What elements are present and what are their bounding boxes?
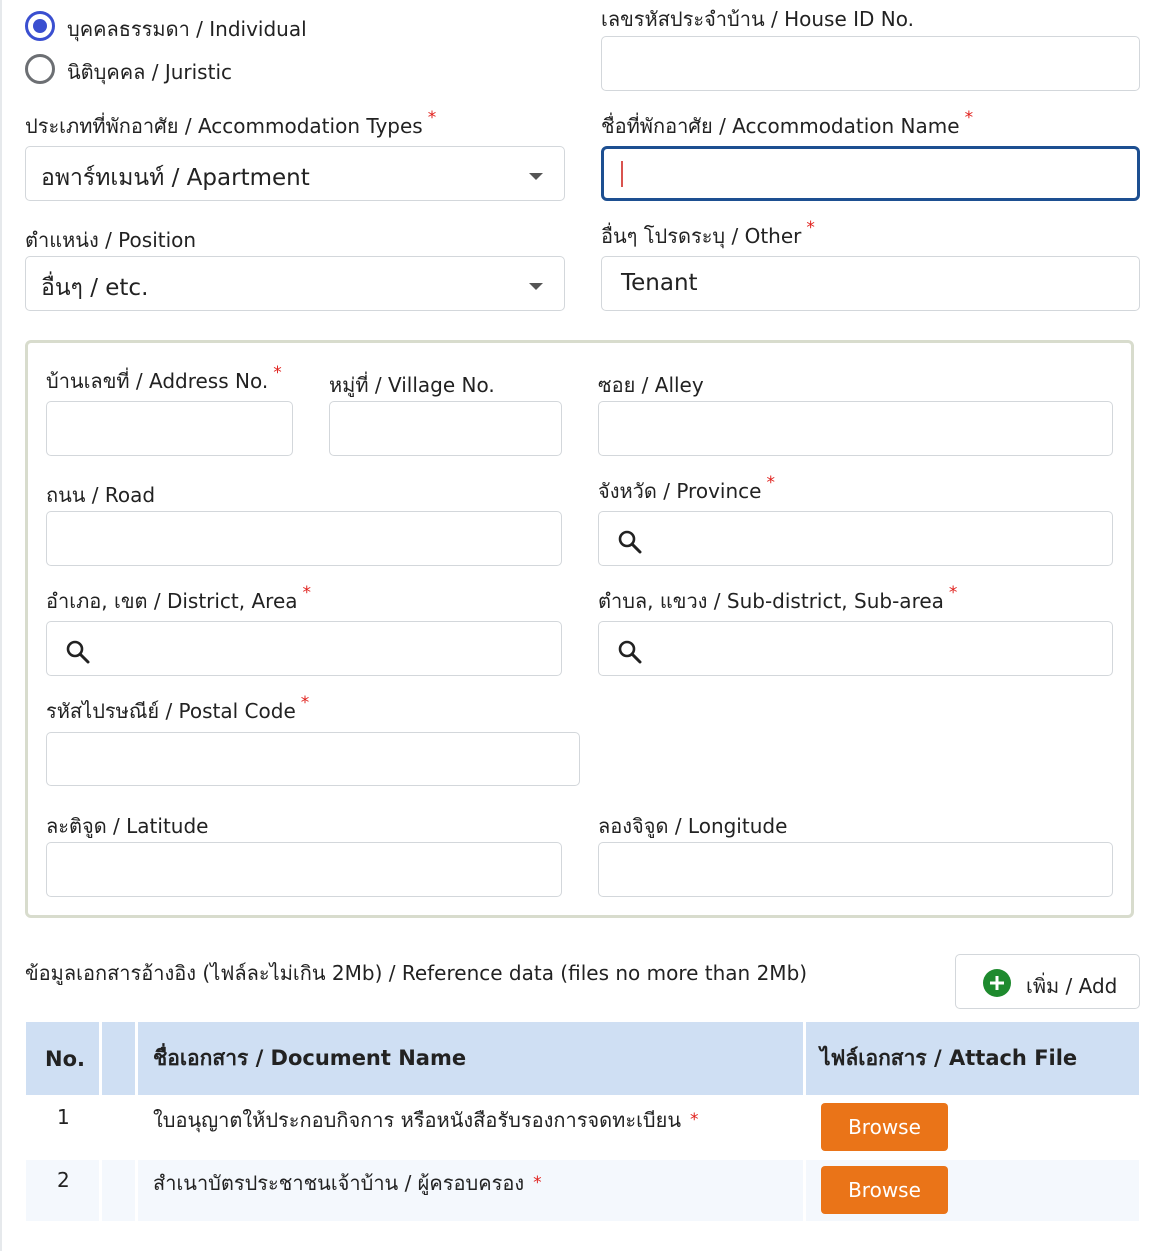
province-search-input[interactable] <box>598 511 1113 566</box>
radio-individual-label: บุคคลธรรมดา / Individual <box>67 17 307 41</box>
search-icon <box>617 639 643 665</box>
address-no-input[interactable] <box>46 401 293 456</box>
province-label: จังหวัด / Province <box>598 479 762 503</box>
document-name-text: สำเนาบัตรประชาชนเจ้าบ้าน / ผู้ครอบครอง <box>153 1171 525 1195</box>
radio-juristic[interactable] <box>24 53 324 85</box>
browse-button-label: Browse <box>848 1115 921 1139</box>
subdistrict-label-wrap <box>598 585 957 617</box>
house-id-input[interactable] <box>601 36 1140 91</box>
search-icon <box>617 529 643 555</box>
postal-code-label: รหัสไปรษณีย์ / Postal Code <box>46 699 296 723</box>
column-header-attach-file <box>806 1022 1139 1095</box>
add-document-button[interactable] <box>955 954 1140 1009</box>
column-header-no <box>26 1022 99 1095</box>
accommodation-name-label: ชื่อที่พักอาศัย / Accommodation Name <box>601 114 960 138</box>
page-left-border <box>0 0 2 1251</box>
table-row <box>26 1097 1139 1157</box>
plus-circle-icon <box>982 968 1012 998</box>
document-name-text: ใบอนุญาตให้ประกอบกิจการ หรือหนังสือรับรองการจดทะเบียน <box>153 1108 681 1132</box>
document-name <box>153 1104 699 1136</box>
house-id-label: เลขรหัสประจำบ้าน / House ID No. <box>601 7 914 31</box>
required-mark: * <box>533 1173 542 1193</box>
village-no-input[interactable] <box>329 401 562 456</box>
subdistrict-search-input[interactable] <box>598 621 1113 676</box>
reference-title: ข้อมูลเอกสารอ้างอิง (ไฟล์ละไม่เกิน 2Mb) / Reference data (files no more than 2Mb) <box>25 961 808 985</box>
address-no-label: บ้านเลขที่ / Address No. <box>46 369 269 393</box>
required-mark: * <box>806 218 815 238</box>
district-search-input[interactable] <box>46 621 562 676</box>
road-label: ถนน / Road <box>46 483 156 507</box>
browse-button[interactable] <box>821 1166 948 1214</box>
table-row <box>26 1160 1139 1221</box>
column-header-attach-file-text: ไฟล์เอกสาร / Attach File <box>820 1046 1078 1070</box>
required-mark: * <box>690 1110 699 1130</box>
required-mark: * <box>948 583 958 603</box>
required-mark: * <box>964 108 974 128</box>
other-label: อื่นๆ โปรดระบุ / Other <box>601 224 802 248</box>
radio-individual-circle[interactable] <box>25 11 55 41</box>
column-header-no-text: No. <box>45 1046 85 1071</box>
accommodation-type-select[interactable] <box>25 146 565 201</box>
district-label: อำเภอ, เขต / District, Area <box>46 589 298 613</box>
required-mark: * <box>427 108 437 128</box>
postal-code-input[interactable] <box>46 732 580 786</box>
accommodation-name-label-wrap <box>601 110 973 142</box>
column-header-document-name <box>138 1022 803 1095</box>
other-value: Tenant <box>621 270 698 296</box>
accommodation-type-value: อพาร์ทเมนท์ / Apartment <box>41 165 310 191</box>
required-mark: * <box>302 583 312 603</box>
search-icon <box>65 639 91 665</box>
road-input[interactable] <box>46 511 562 566</box>
accommodation-type-label: ประเภทที่พักอาศัย / Accommodation Types <box>25 114 423 138</box>
row-number: 1 <box>57 1105 70 1129</box>
subdistrict-label: ตำบล, แขวง / Sub-district, Sub-area <box>598 589 944 613</box>
required-mark: * <box>766 473 775 493</box>
text-cursor <box>621 161 623 187</box>
position-label: ตำแหน่ง / Position <box>25 228 197 252</box>
radio-individual[interactable] <box>24 10 324 42</box>
province-label-wrap <box>598 475 775 507</box>
document-name <box>153 1167 542 1199</box>
alley-input[interactable] <box>598 401 1113 456</box>
latitude-label: ละติจูด / Latitude <box>46 814 209 838</box>
village-no-label: หมู่ที่ / Village No. <box>329 373 495 397</box>
radio-juristic-circle[interactable] <box>25 54 55 84</box>
accommodation-type-label-wrap <box>25 110 436 142</box>
column-header-blank <box>102 1022 135 1095</box>
longitude-label: ลองจิจูด / Longitude <box>598 814 788 838</box>
other-label-wrap <box>601 220 815 252</box>
longitude-input[interactable] <box>598 842 1113 897</box>
address-no-label-wrap <box>46 365 282 397</box>
district-label-wrap <box>46 585 311 617</box>
latitude-input[interactable] <box>46 842 562 897</box>
chevron-down-icon <box>529 283 543 290</box>
postal-code-label-wrap <box>46 695 309 727</box>
alley-label: ซอย / Alley <box>598 373 704 397</box>
other-input[interactable] <box>601 256 1140 311</box>
position-value: อื่นๆ / etc. <box>41 275 149 301</box>
required-mark: * <box>273 363 282 383</box>
accommodation-name-input[interactable] <box>601 146 1140 201</box>
column-header-document-name-text: ชื่อเอกสาร / Document Name <box>153 1046 467 1070</box>
row-number: 2 <box>57 1168 70 1192</box>
chevron-down-icon <box>529 173 543 180</box>
radio-juristic-label: นิติบุคคล / Juristic <box>67 60 232 84</box>
add-button-label: เพิ่ม / Add <box>1026 974 1118 998</box>
browse-button-label: Browse <box>848 1178 921 1202</box>
position-select[interactable] <box>25 256 565 311</box>
browse-button[interactable] <box>821 1103 948 1151</box>
required-mark: * <box>300 693 310 713</box>
